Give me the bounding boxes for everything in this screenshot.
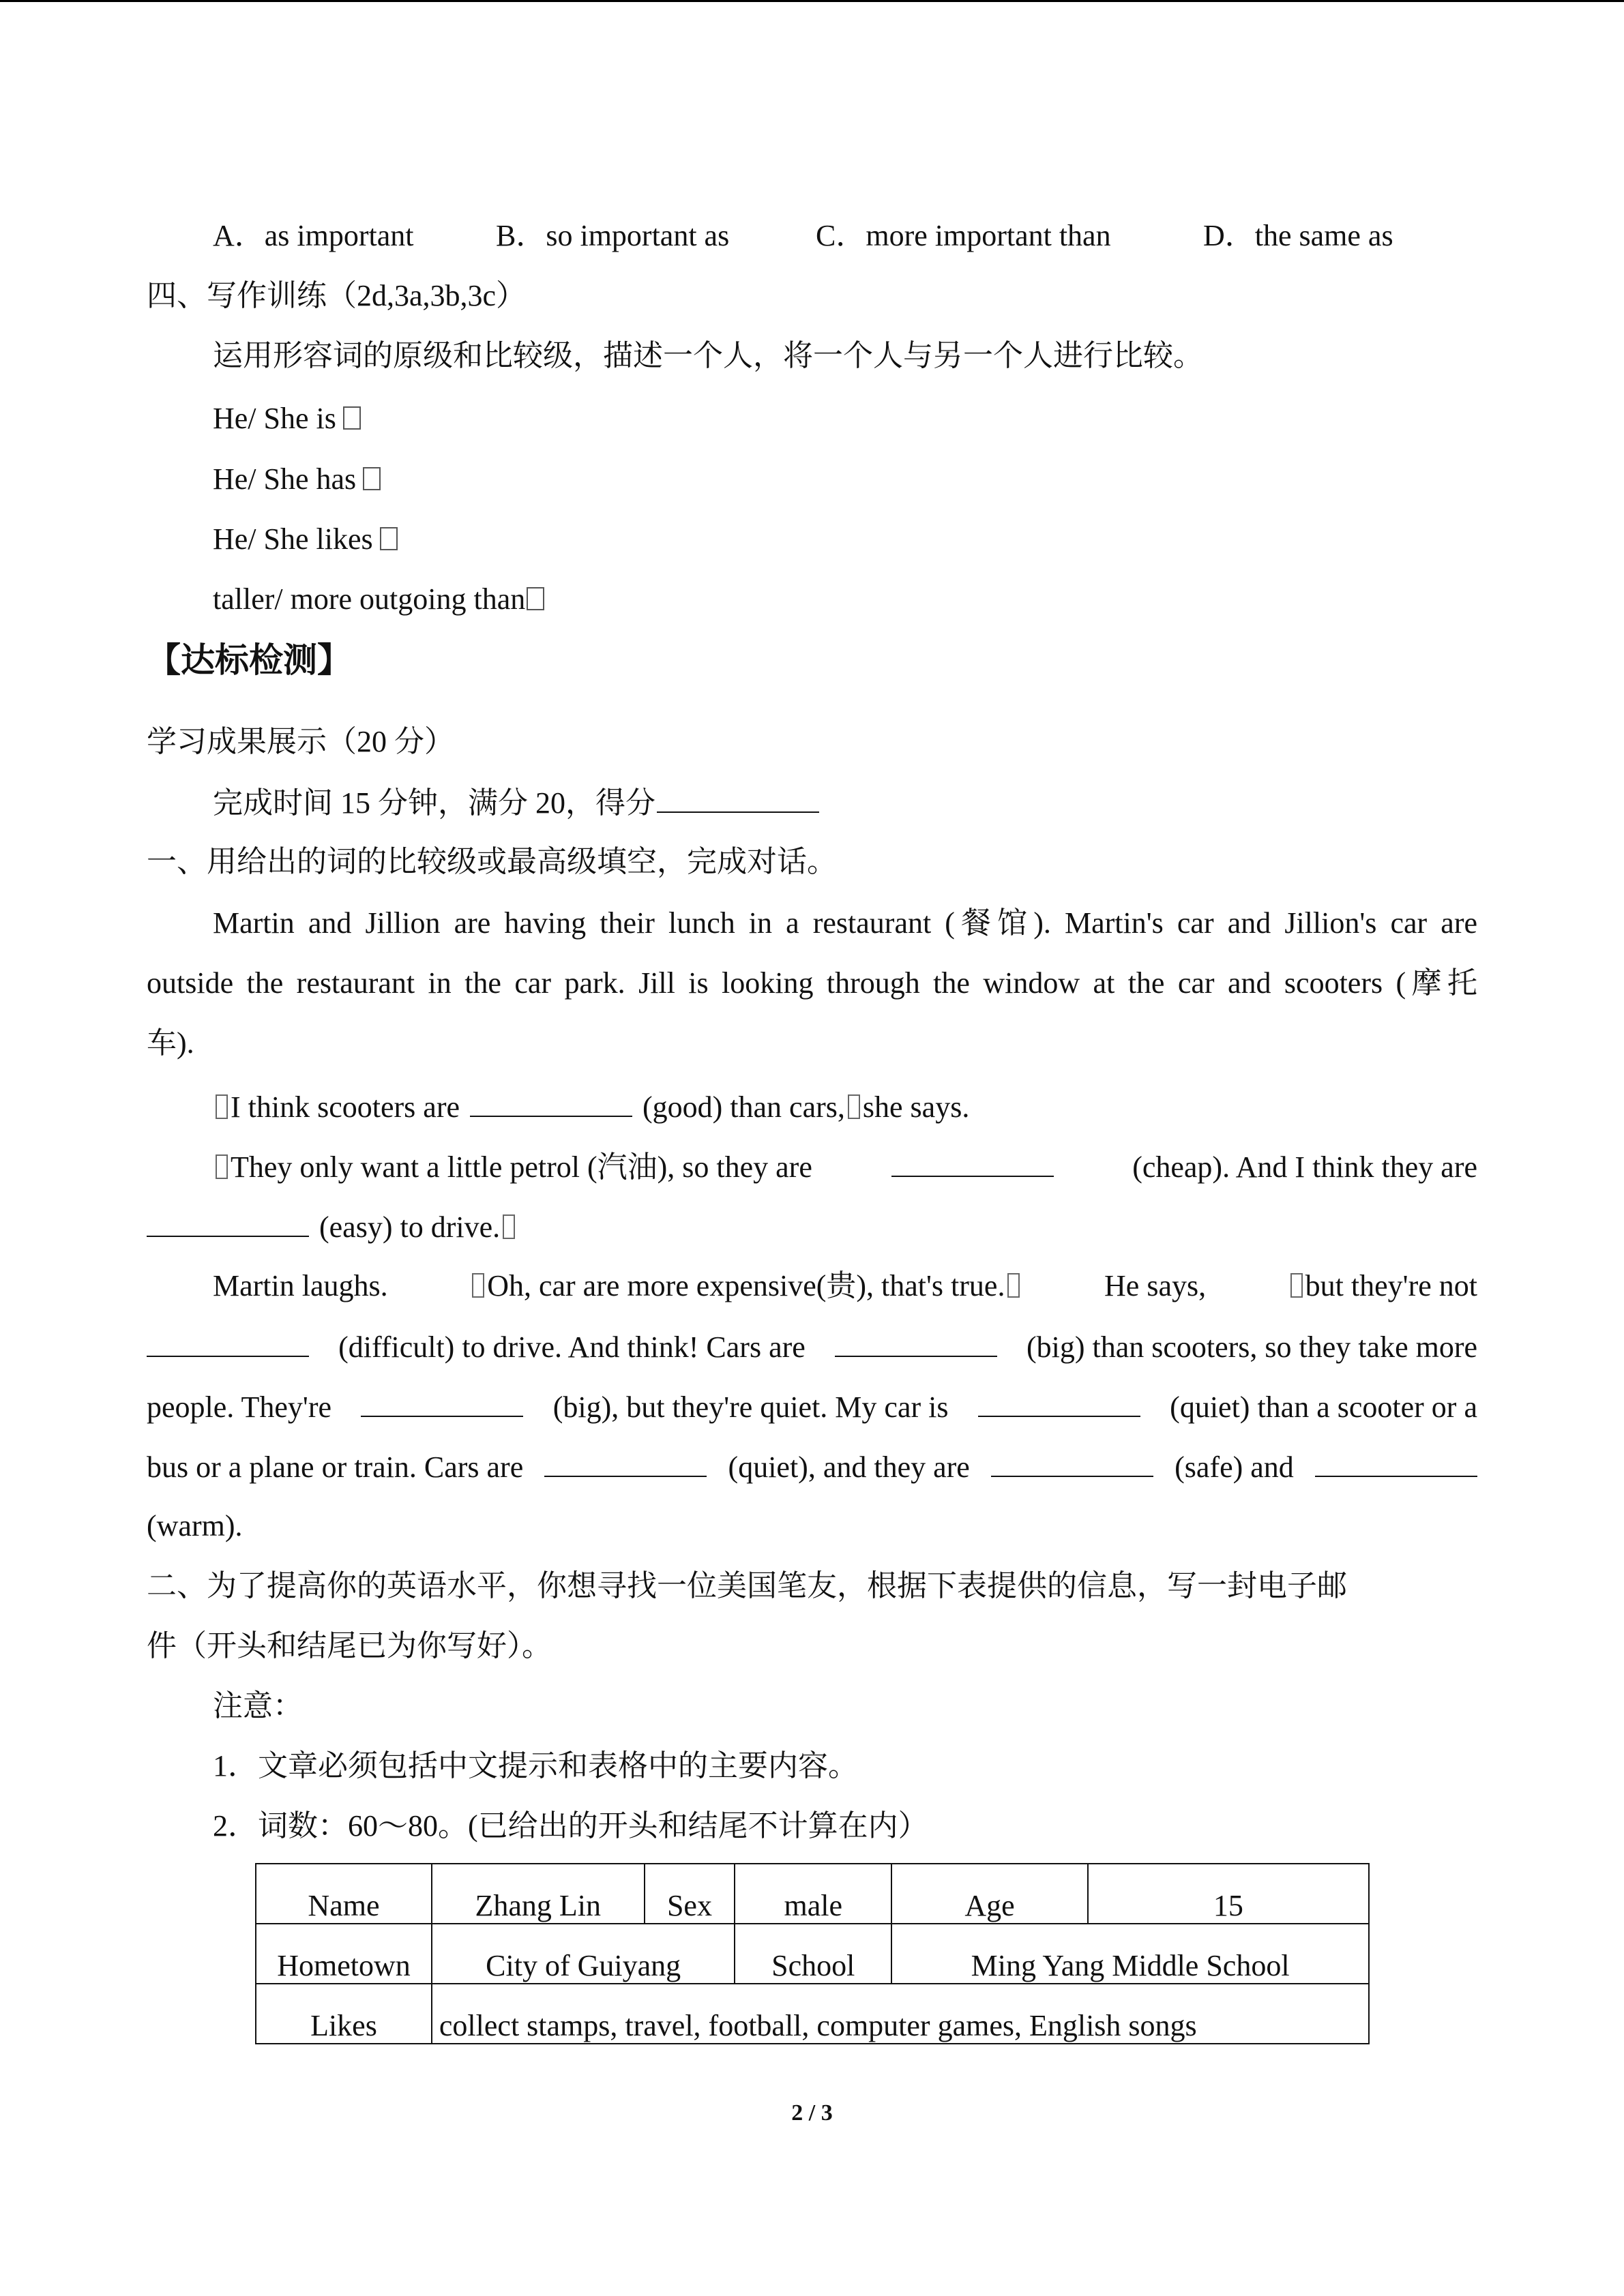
answer-blank[interactable] xyxy=(835,1326,997,1357)
table-row xyxy=(256,1864,1369,1924)
dialogue-text: (difficult) to drive. And think! Cars are xyxy=(338,1330,806,1364)
answer-blank[interactable] xyxy=(147,1206,309,1237)
answer-blank[interactable] xyxy=(891,1146,1054,1177)
prompt-text: taller/ more outgoing than xyxy=(213,582,526,616)
answer-blank[interactable] xyxy=(470,1086,632,1117)
dialogue-text: but they're not xyxy=(1305,1269,1477,1302)
part1-title: 一、用给出的词的比较级或最高级填空，完成对话。 xyxy=(147,845,837,878)
paragraph-line: 车). xyxy=(147,1026,194,1060)
table-cell: Zhang Lin xyxy=(432,1864,645,1924)
table-cell: Hometown xyxy=(256,1924,432,1984)
time-line xyxy=(213,781,1477,824)
note-item-2: 2．词数：60～80。(已给出的开头和结尾不计算在内） xyxy=(213,1809,928,1843)
dialogue-line-1 xyxy=(213,1086,1477,1128)
dialogue-line-7 xyxy=(147,1446,1477,1488)
paragraph-line: outside the restaurant in the car park. Jill is looking through the window at the car and scooters (摩托 xyxy=(147,966,1477,1000)
answer-blank[interactable] xyxy=(978,1386,1140,1417)
table-cell: Age xyxy=(891,1864,1088,1924)
page-number: 2 / 3 xyxy=(791,2100,833,2126)
prompt-line-1 xyxy=(213,398,1477,439)
dialogue-text: (easy) to drive. xyxy=(319,1210,501,1244)
prompt-line-2 xyxy=(213,459,1477,500)
answer-blank[interactable] xyxy=(991,1446,1153,1477)
dialogue-text: (quiet), and they are xyxy=(728,1450,970,1484)
time-line-text: 完成时间 15 分钟，满分 20，得分 xyxy=(213,786,655,820)
table-row xyxy=(256,1984,1369,2044)
note-item-1: 1．文章必须包括中文提示和表格中的主要内容。 xyxy=(213,1749,858,1783)
table-cell: Ming Yang Middle School xyxy=(891,1924,1369,1984)
dialogue-line-3 xyxy=(147,1206,1477,1248)
prompt-text: He/ She likes xyxy=(213,522,373,556)
dialogue-line-8: (warm). xyxy=(147,1509,243,1542)
placeholder-box-icon xyxy=(343,406,361,430)
quote-mark-icon xyxy=(1007,1273,1020,1298)
option-a: A．as important xyxy=(213,219,414,252)
placeholder-box-icon xyxy=(380,527,398,550)
section4-instruction: 运用形容词的原级和比较级，描述一个人，将一个人与另一个人进行比较。 xyxy=(213,339,1203,372)
part2-title-line-2: 件（开头和结尾已为你写好）。 xyxy=(147,1629,552,1663)
dialogue-text: people. They're xyxy=(147,1390,332,1424)
quote-mark-icon xyxy=(1290,1273,1303,1298)
prompt-line-4 xyxy=(213,579,1477,620)
dialogue-text: (cheap). And I think they are xyxy=(1132,1150,1477,1184)
answer-blank[interactable] xyxy=(147,1326,309,1357)
dialogue-text: (safe) and xyxy=(1175,1450,1294,1484)
dialogue-text: Martin laughs. xyxy=(213,1269,388,1302)
placeholder-box-icon xyxy=(363,467,381,490)
table-cell: male xyxy=(735,1864,891,1924)
assessment-heading: 【达标检测】 xyxy=(147,641,351,679)
table-row xyxy=(256,1924,1369,1984)
part2-title-line-1: 二、为了提高你的英语水平，你想寻找一位美国笔友，根据下表提供的信息，写一封电子邮 xyxy=(147,1569,1347,1602)
option-b: B．so important as xyxy=(496,219,730,252)
dialogue-text: she says. xyxy=(862,1090,970,1124)
dialogue-text: I think scooters are xyxy=(231,1090,460,1124)
dialogue-text: They only want a little petrol (汽油), so they are xyxy=(231,1150,812,1184)
table-cell: collect stamps, travel, football, computer games, English songs xyxy=(432,1984,1369,2044)
table-cell: City of Guiyang xyxy=(432,1924,735,1984)
dialogue-text: He says, xyxy=(1104,1269,1207,1302)
table-cell: 15 xyxy=(1088,1864,1369,1924)
dialogue-text: (quiet) than a scooter or a xyxy=(1170,1390,1477,1424)
option-c: C．more important than xyxy=(816,219,1111,252)
table-cell: Sex xyxy=(645,1864,735,1924)
option-d: D．the same as xyxy=(1203,219,1393,252)
quote-mark-icon xyxy=(216,1154,228,1179)
quote-mark-icon xyxy=(848,1094,860,1119)
answer-blank[interactable] xyxy=(544,1446,707,1477)
placeholder-box-icon xyxy=(527,587,544,610)
table-cell: Name xyxy=(256,1864,432,1924)
score-blank[interactable] xyxy=(657,781,819,813)
answer-blank[interactable] xyxy=(361,1386,523,1417)
page-top-border xyxy=(0,0,1624,2)
dialogue-text: Oh, car are more expensive(贵), that's true. xyxy=(487,1269,1005,1302)
quote-mark-icon xyxy=(503,1214,515,1239)
dialogue-text: (big), but they're quiet. My car is xyxy=(552,1390,949,1424)
dialogue-line-4 xyxy=(213,1266,1477,1307)
table-cell: School xyxy=(735,1924,891,1984)
info-table xyxy=(255,1863,1370,2044)
prompt-text: He/ She has xyxy=(213,462,357,496)
assessment-subtitle: 学习成果展示（20 分） xyxy=(147,725,454,758)
dialogue-text: bus or a plane or train. Cars are xyxy=(147,1450,524,1484)
note-label: 注意： xyxy=(213,1689,303,1723)
dialogue-line-5 xyxy=(147,1326,1477,1368)
answer-blank[interactable] xyxy=(1315,1446,1477,1477)
prompt-text: He/ She is xyxy=(213,402,336,435)
dialogue-line-6 xyxy=(147,1386,1477,1428)
dialogue-text: (big) than scooters, so they take more xyxy=(1026,1330,1477,1364)
quote-mark-icon xyxy=(472,1273,484,1298)
paragraph-line: Martin and Jillion are having their lunch in a restaurant (餐馆). Martin's car and Jillion's car are xyxy=(213,906,1477,940)
dialogue-line-2 xyxy=(213,1146,1477,1188)
prompt-line-3 xyxy=(213,519,1477,560)
table-cell: Likes xyxy=(256,1984,432,2044)
dialogue-text: (good) than cars, xyxy=(643,1090,845,1124)
section4-title: 四、写作训练（2d,3a,3b,3c） xyxy=(147,279,527,312)
quote-mark-icon xyxy=(216,1094,228,1119)
